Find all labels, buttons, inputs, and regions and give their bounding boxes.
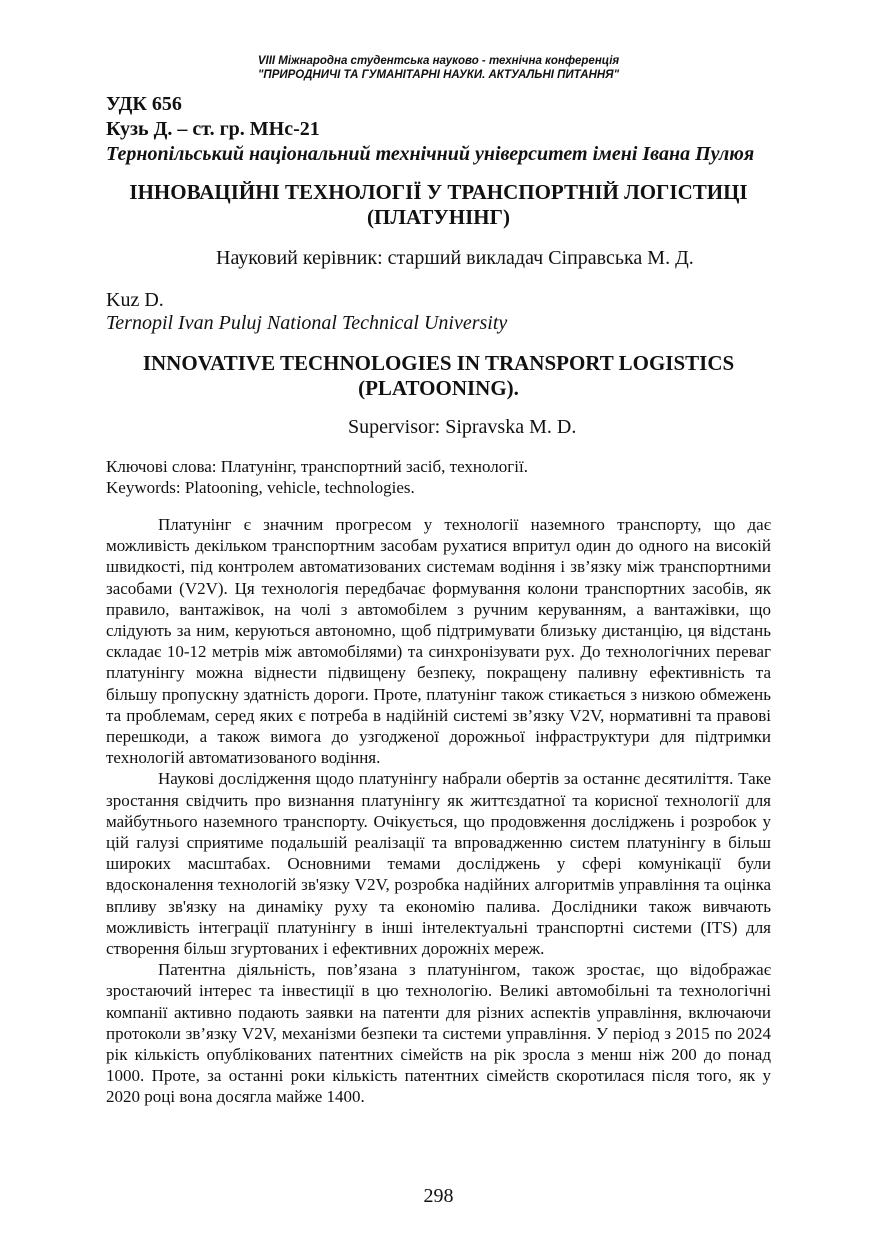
- paragraph-3: Патентна діяльність, пов’язана з платунінгом, також зростає, що відображає зростаючий інтерес та інвестиції в цю технологію. Великі автомобільні та технологічні компанії активно подають заявки на патенти для різних аспектів управління, включаючи протоколи зв’язку V2V, механізми безпеки та системи управління. У період з 2015 по 2024 рік кількість опублікованих патентних сімейств на рік зросла з менш ніж 200 до понад 1000. Проте, за останні роки кількість патентних сімейств скоротилася після того, як у 2020 році вона досягла майже 1400.: [106, 960, 771, 1107]
- title-ua: ІННОВАЦІЙНІ ТЕХНОЛОГІЇ У ТРАНСПОРТНІЙ ЛОГІСТИЦІ (ПЛАТУНІНГ): [129, 180, 748, 229]
- udk-code: УДК 656: [106, 93, 182, 115]
- conference-line-2: "ПРИРОДНИЧІ ТА ГУМАНІТАРНІ НАУКИ. АКТУАЛЬНІ ПИТАННЯ": [257, 69, 620, 81]
- paragraph-1: Платунінг є значним прогресом у технології наземного транспорту, що дає можливість декільком транспортним засобам рухатися впритул один до одного на високій швидкості, під контролем автоматизованих системам водіння і зв’язку між транспортними засобами (V2V). Ця технологія передбачає формування колони транспортних засобів, як правило, вантажівок, на чолі з автомобілем з ручним керуванням, а вантажівки, що слідують за ним, керуються автономно, щоб підтримувати близьку дистанцію, ця відстань складає 10-12 метрів між автомобілями) та синхронізувати рух. До технологічних переваг платунінгу можна віднести підвищену безпеку, покращену паливну ефективність та більшу пропускну здатність дороги. Проте, платунінг також стикається з низкою обмежень та проблемам, серед яких є потреба в надійній системі зв’язку V2V, нормативні та правові перешкоди, а також вимога до узгодженої дорожньої інфраструктури для підтримки технологій автоматизованого водіння.: [106, 515, 771, 768]
- page-number: 298: [423, 1185, 454, 1207]
- author-en: Kuz D.: [106, 289, 164, 311]
- conference-header: [0, 54, 877, 82]
- supervisor-en: Supervisor: Sipravska M. D.: [348, 416, 577, 438]
- supervisor-ua: Науковий керівник: старший викладач Сіправська М. Д.: [216, 247, 694, 269]
- conference-line-1: VIII Міжнародна студентська науково - технічна конференція: [257, 55, 620, 67]
- keywords-en: Keywords: Platooning, vehicle, technologies.: [106, 478, 415, 497]
- keywords-ua: Ключові слова: Платунінг, транспортний засіб, технології.: [106, 457, 528, 476]
- body-text: [106, 514, 771, 1108]
- keywords-block: [106, 456, 528, 498]
- university-en: Ternopil Ivan Puluj National Technical University: [106, 312, 508, 334]
- university-ua: Тернопільський національний технічний університет імені Івана Пулюя: [106, 143, 755, 165]
- paragraph-2: Наукові дослідження щодо платунінгу набрали обертів за останнє десятиліття. Таке зростання свідчить про визнання платунінгу як життєздатної та корисної технології для майбутнього наземного транспорту. Очікується, що продовження досліджень і розробок у цій галузі сприятиме подальшій реалізації та впровадженню систем платунінгу в більш широких масштабах. Основними темами досліджень у сфері комунікації були вдосконалення технологій зв'язку V2V, розробка надійних алгоритмів управління та оцінка впливу зв'язку на динаміку руху та економію палива. Дослідники також вивчають можливість інтеграції платунінгу в інші інтелектуальні транспортні системи (ITS) для створення більш згуртованих і ефективних дорожніх мереж.: [106, 769, 771, 959]
- title-en: INNOVATIVE TECHNOLOGIES IN TRANSPORT LOGISTICS (PLATOONING).: [142, 351, 735, 400]
- author-ua: Кузь Д. – ст. гр. МНс-21: [106, 118, 320, 140]
